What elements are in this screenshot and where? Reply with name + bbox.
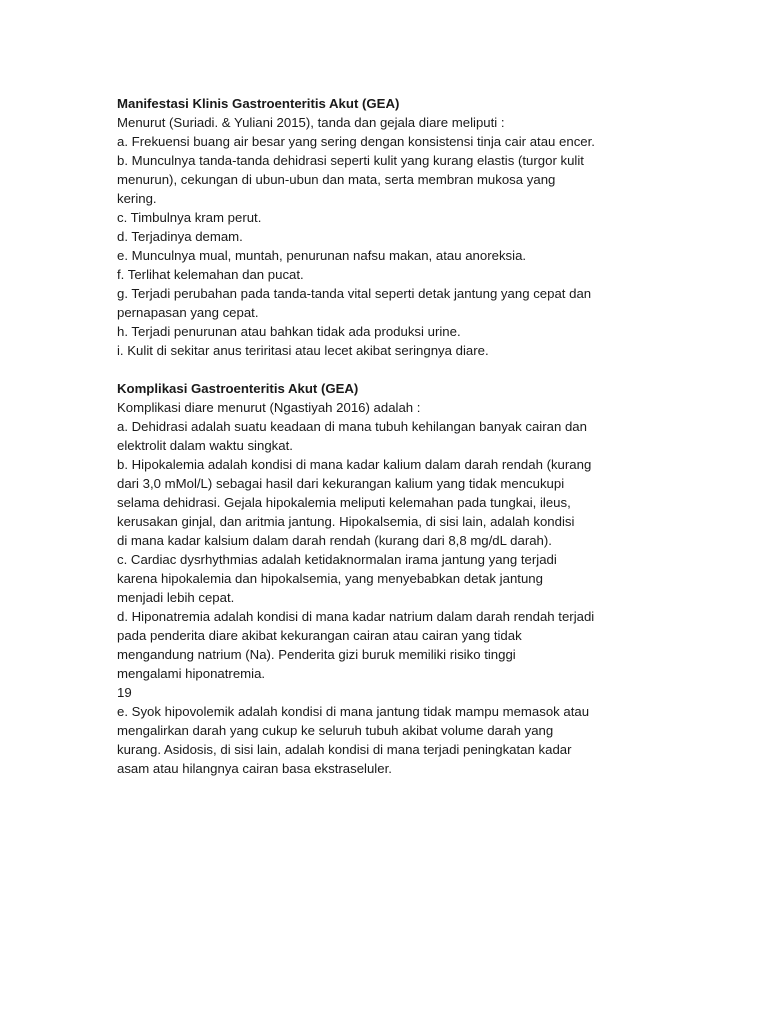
- paragraph-line: mengalami hiponatremia.: [117, 666, 266, 681]
- document-page: [117, 94, 657, 778]
- section-heading-manifestasi: Manifestasi Klinis Gastroenteritis Akut (GEA): [117, 96, 400, 111]
- paragraph-line: d. Hiponatremia adalah kondisi di mana kadar natrium dalam darah rendah terjadi: [117, 609, 595, 624]
- section-heading-komplikasi: Komplikasi Gastroenteritis Akut (GEA): [117, 381, 359, 396]
- paragraph-line: di mana kadar kalsium dalam darah rendah (kurang dari 8,8 mg/dL darah).: [117, 533, 552, 548]
- blank-line: [117, 360, 657, 379]
- paragraph-line: kurang. Asidosis, di sisi lain, adalah kondisi di mana terjadi peningkatan kadar: [117, 742, 572, 757]
- paragraph-line: a. Dehidrasi adalah suatu keadaan di mana tubuh kehilangan banyak cairan dan: [117, 419, 587, 434]
- paragraph-line: asam atau hilangnya cairan basa ekstraseluler.: [117, 761, 392, 776]
- paragraph-line: Komplikasi diare menurut (Ngastiyah 2016) adalah :: [117, 400, 421, 415]
- paragraph-line: i. Kulit di sekitar anus teriritasi atau lecet akibat seringnya diare.: [117, 343, 489, 358]
- paragraph-line: c. Cardiac dysrhythmias adalah ketidaknormalan irama jantung yang terjadi: [117, 552, 557, 567]
- paragraph-line: menjadi lebih cepat.: [117, 590, 235, 605]
- paragraph-line: mengalirkan darah yang cukup ke seluruh tubuh akibat volume darah yang: [117, 723, 554, 738]
- paragraph-line: dari 3,0 mMol/L) sebagai hasil dari kekurangan kalium yang tidak mencukupi: [117, 476, 565, 491]
- paragraph-line: e. Munculnya mual, muntah, penurunan nafsu makan, atau anoreksia.: [117, 248, 527, 263]
- paragraph-line: d. Terjadinya demam.: [117, 229, 243, 244]
- paragraph-line: menurun), cekungan di ubun-ubun dan mata, serta membran mukosa yang: [117, 172, 556, 187]
- paragraph-line: a. Frekuensi buang air besar yang sering dengan konsistensi tinja cair atau encer.: [117, 134, 595, 149]
- paragraph-line: Menurut (Suriadi. & Yuliani 2015), tanda dan gejala diare meliputi :: [117, 115, 505, 130]
- paragraph-line: elektrolit dalam waktu singkat.: [117, 438, 293, 453]
- paragraph-line: kering.: [117, 191, 157, 206]
- paragraph-line: c. Timbulnya kram perut.: [117, 210, 262, 225]
- paragraph-line: mengandung natrium (Na). Penderita gizi buruk memiliki risiko tinggi: [117, 647, 516, 662]
- paragraph-line: e. Syok hipovolemik adalah kondisi di mana jantung tidak mampu memasok atau: [117, 704, 590, 719]
- paragraph-line: kerusakan ginjal, dan aritmia jantung. Hipokalsemia, di sisi lain, adalah kondisi: [117, 514, 575, 529]
- paragraph-line: pernapasan yang cepat.: [117, 305, 259, 320]
- paragraph-line: karena hipokalemia dan hipokalsemia, yang menyebabkan detak jantung: [117, 571, 543, 586]
- paragraph-line: g. Terjadi perubahan pada tanda-tanda vital seperti detak jantung yang cepat dan: [117, 286, 592, 301]
- paragraph-line: selama dehidrasi. Gejala hipokalemia meliputi kelemahan pada tungkai, ileus,: [117, 495, 571, 510]
- page-number: 19: [117, 685, 132, 700]
- paragraph-line: b. Hipokalemia adalah kondisi di mana kadar kalium dalam darah rendah (kurang: [117, 457, 592, 472]
- paragraph-line: pada penderita diare akibat kekurangan cairan atau cairan yang tidak: [117, 628, 522, 643]
- paragraph-line: f. Terlihat kelemahan dan pucat.: [117, 267, 304, 282]
- paragraph-line: b. Munculnya tanda-tanda dehidrasi seperti kulit yang kurang elastis (turgor kulit: [117, 153, 584, 168]
- paragraph-line: h. Terjadi penurunan atau bahkan tidak ada produksi urine.: [117, 324, 461, 339]
